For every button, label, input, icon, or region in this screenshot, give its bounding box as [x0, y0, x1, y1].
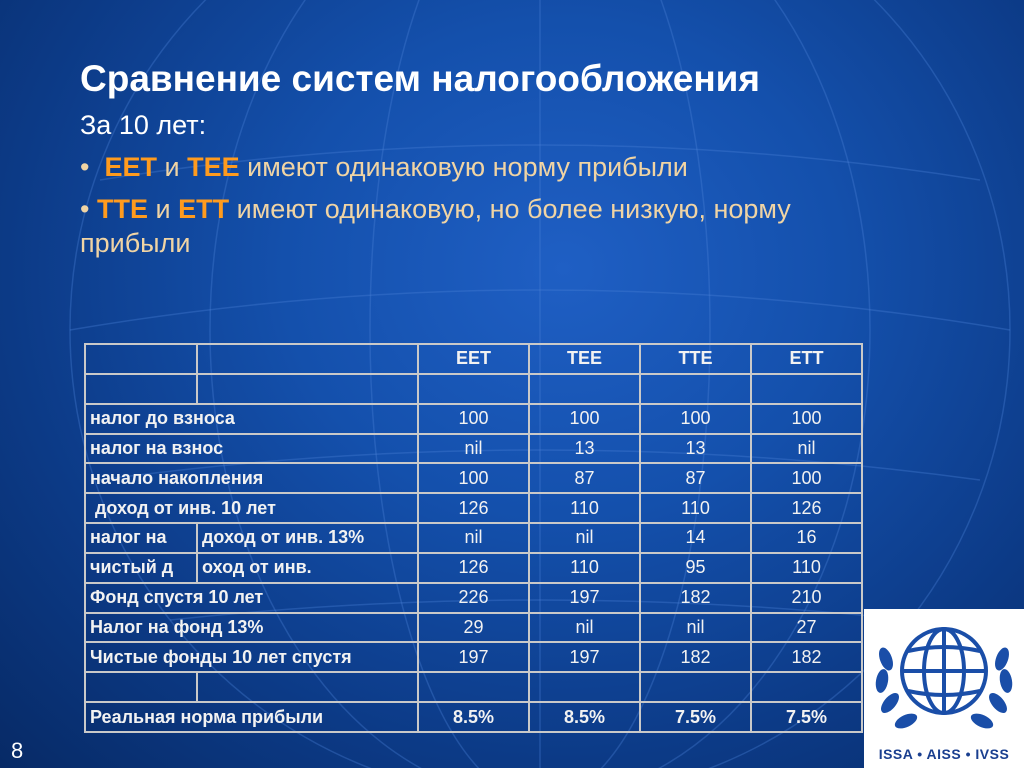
table-cell: 110 — [640, 493, 751, 523]
table-cell: 100 — [640, 404, 751, 434]
table-cell: 14 — [640, 523, 751, 553]
table-cell: nil — [751, 434, 862, 464]
rate-cell: 8.5% — [418, 702, 529, 732]
table-row — [85, 583, 862, 613]
table-cell: nil — [529, 613, 640, 643]
table-cell: 197 — [529, 642, 640, 672]
table-cell: 100 — [751, 404, 862, 434]
table-cell: 110 — [529, 553, 640, 583]
row-label: Фонд спустя 10 лет — [85, 583, 418, 613]
table-cell: 29 — [418, 613, 529, 643]
table-cell: 16 — [751, 523, 862, 553]
table-row — [85, 404, 862, 434]
highlight-system-b: TEE — [187, 152, 240, 182]
highlight-system-a: TTE — [96, 194, 148, 224]
bullet-point-2 — [80, 192, 900, 260]
row-label: Налог на фонд 13% — [85, 613, 418, 643]
table-cell: 197 — [529, 583, 640, 613]
table-cell: nil — [529, 523, 640, 553]
row-label-part-b: оход от инв. — [197, 553, 418, 583]
table-summary-row — [85, 702, 862, 732]
table-row — [85, 463, 862, 493]
logo-text: ISSA • AISS • IVSS — [878, 746, 1010, 762]
page-number: 8 — [11, 738, 24, 763]
table-cell: 182 — [640, 642, 751, 672]
bullet-conjunction: и — [164, 152, 180, 182]
table-cell: 182 — [751, 642, 862, 672]
rate-cell: 7.5% — [640, 702, 751, 732]
bullet-point-1 — [80, 150, 688, 184]
highlight-system-b: ETT — [178, 194, 230, 224]
table-cell: 100 — [418, 404, 529, 434]
column-header: EET — [418, 344, 529, 374]
highlight-system-a: EET — [104, 152, 157, 182]
table-cell: 210 — [751, 583, 862, 613]
table-cell: 100 — [751, 463, 862, 493]
row-label: Чистые фонды 10 лет спустя — [85, 642, 418, 672]
row-label: Реальная норма прибыли — [85, 702, 418, 732]
table-cell: nil — [418, 434, 529, 464]
table-row — [85, 523, 862, 553]
column-header: TTE — [640, 344, 751, 374]
table-cell: 126 — [418, 553, 529, 583]
table-cell: 110 — [529, 493, 640, 523]
table-cell: 182 — [640, 583, 751, 613]
table-cell: 87 — [640, 463, 751, 493]
row-label: начало накопления — [85, 463, 418, 493]
row-label-part-a: чистый д — [85, 553, 197, 583]
table-header-row — [85, 344, 862, 374]
globe-laurel-icon — [864, 609, 1024, 739]
empty-cell — [85, 344, 197, 374]
table-row — [85, 493, 862, 523]
table-cell: 87 — [529, 463, 640, 493]
bullet-conjunction: и — [155, 194, 171, 224]
table-row — [85, 642, 862, 672]
rate-cell: 7.5% — [751, 702, 862, 732]
table-cell: 126 — [751, 493, 862, 523]
table-cell: nil — [640, 613, 751, 643]
table-cell: 95 — [640, 553, 751, 583]
column-header: TEE — [529, 344, 640, 374]
bullet-text: имеют одинаковую норму прибыли — [247, 152, 688, 182]
table-cell: 13 — [640, 434, 751, 464]
table-cell: 100 — [529, 404, 640, 434]
tax-comparison-table — [84, 343, 863, 733]
table-cell: 13 — [529, 434, 640, 464]
table-cell: 226 — [418, 583, 529, 613]
table-cell: nil — [418, 523, 529, 553]
column-header: ETT — [751, 344, 862, 374]
table-cell: 197 — [418, 642, 529, 672]
empty-cell — [197, 344, 418, 374]
table-row — [85, 613, 862, 643]
table-spacer-row — [85, 672, 862, 702]
row-label: налог на взнос — [85, 434, 418, 464]
table-cell: 126 — [418, 493, 529, 523]
slide-subtitle: За 10 лет: — [80, 110, 207, 140]
table-spacer-row — [85, 374, 862, 404]
table-cell: 100 — [418, 463, 529, 493]
slide-title: Сравнение систем налогообложения — [80, 58, 761, 99]
bullet-mark: • — [80, 194, 90, 224]
row-label-part-a: налог на — [85, 523, 197, 553]
table-cell: 110 — [751, 553, 862, 583]
row-label-part-b: доход от инв. 13% — [197, 523, 418, 553]
row-label: налог до взноса — [85, 404, 418, 434]
bullet-mark: • — [80, 152, 90, 182]
rate-cell: 8.5% — [529, 702, 640, 732]
table-row — [85, 434, 862, 464]
row-label: доход от инв. 10 лет — [85, 493, 418, 523]
table-row — [85, 553, 862, 583]
bullet-text: имеют одинаковую, но более низкую, норму прибыли — [80, 194, 791, 258]
table-cell: 27 — [751, 613, 862, 643]
issa-logo — [864, 609, 1024, 768]
